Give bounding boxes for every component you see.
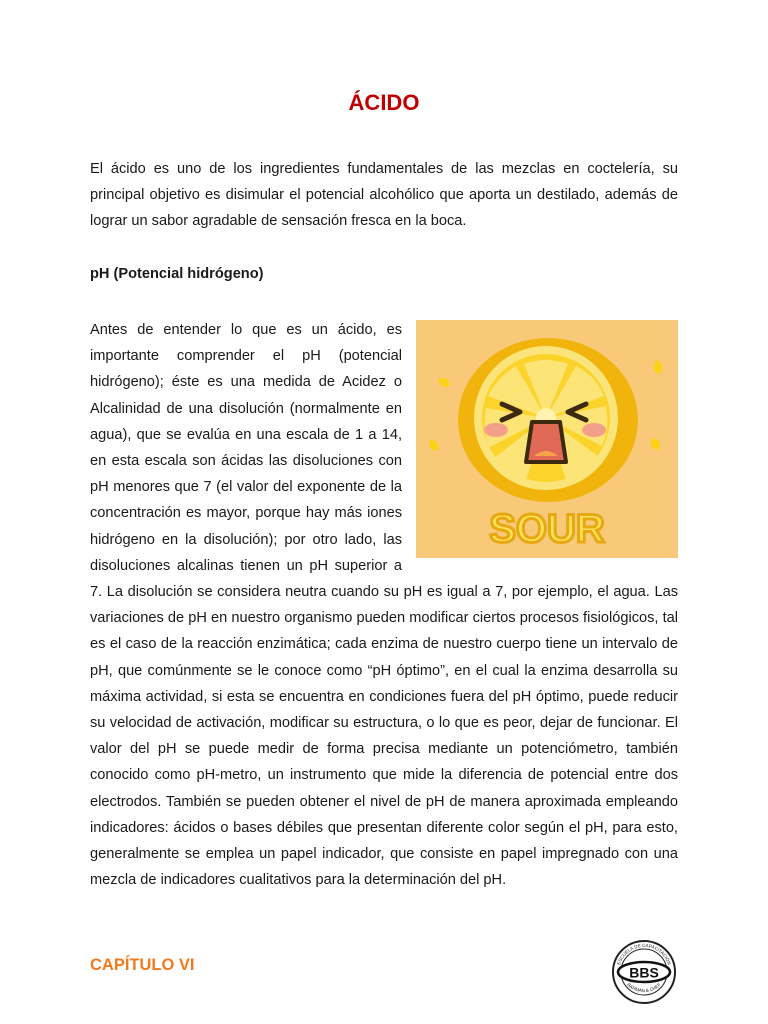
svg-text:ESCUELA DE CAPACITACIÓN: ESCUELA DE CAPACITACIÓN xyxy=(616,942,672,966)
svg-text:SOUR: SOUR xyxy=(489,507,605,551)
svg-text:BBS: BBS xyxy=(629,964,659,981)
intro-paragraph: El ácido es uno de los ingredientes fundamentales de las mezclas en coctelería, su principal objetivo es disimular el potencial alcohólico que aporta un destilado, además de lograr un sabor agradable de sensación fresca en la boca. xyxy=(90,161,678,229)
page-title: ÁCIDO xyxy=(348,90,420,115)
chapter-label: CAPÍTULO VI xyxy=(90,956,195,974)
body-paragraph xyxy=(90,317,678,893)
section-heading: pH (Potencial hidrógeno) xyxy=(90,266,264,282)
body-text: Antes de entender lo que es un ácido, es importante comprender el pH (potencial hidrógeno); éste es una medida de Acidez o Alcalinidad de una disolución (normalmente en agua), que se evalúa en una escala de 1 a 14, en esta escala son ácidas las disoluciones con pH menores que 7 (el valor del exponente de la concentración es mayor, porque hay más iones hidrógeno en la disolución); por otro lado, las disoluciones alcalinas tienen un pH superior a 7. La disolución se considera neutra cuando su pH es igual a 7, por ejemplo, el agua. Las variaciones de pH en nuestro organismo pueden modificar ciertos procesos fisiológicos, tal es el caso de la reacción enzimática; cada enzima de nuestro cuerpo tiene un intervalo de pH, que comúnmente se le conoce como “pH óptimo”, en el cual la enzima desarrolla su máxima actividad, si esta se encuentra en condiciones fuera del pH óptimo, puede reducir su velocidad de activación, modificar su estructura, o lo que es peor, dejar de funcionar. El valor del pH se puede medir de forma precisa mediante un potenciómetro, también conocido como pH-metro, un instrumento que mide la diferencia de potencial entre dos electrodos. También se pueden obtener el nivel de pH de manera aproximada empleando indicadores: ácidos o bases débiles que presentan diferente color según el pH, para esto, generalmente se emplea un papel indicador, que consiste en papel impregnado con una mezcla de indicadores cualitativos para la determinación del pH. xyxy=(90,322,678,889)
sour-lemon-illustration xyxy=(416,320,678,558)
bbs-logo-icon xyxy=(611,939,677,1005)
svg-text:BARMAN & CHEF: BARMAN & CHEF xyxy=(626,982,662,994)
